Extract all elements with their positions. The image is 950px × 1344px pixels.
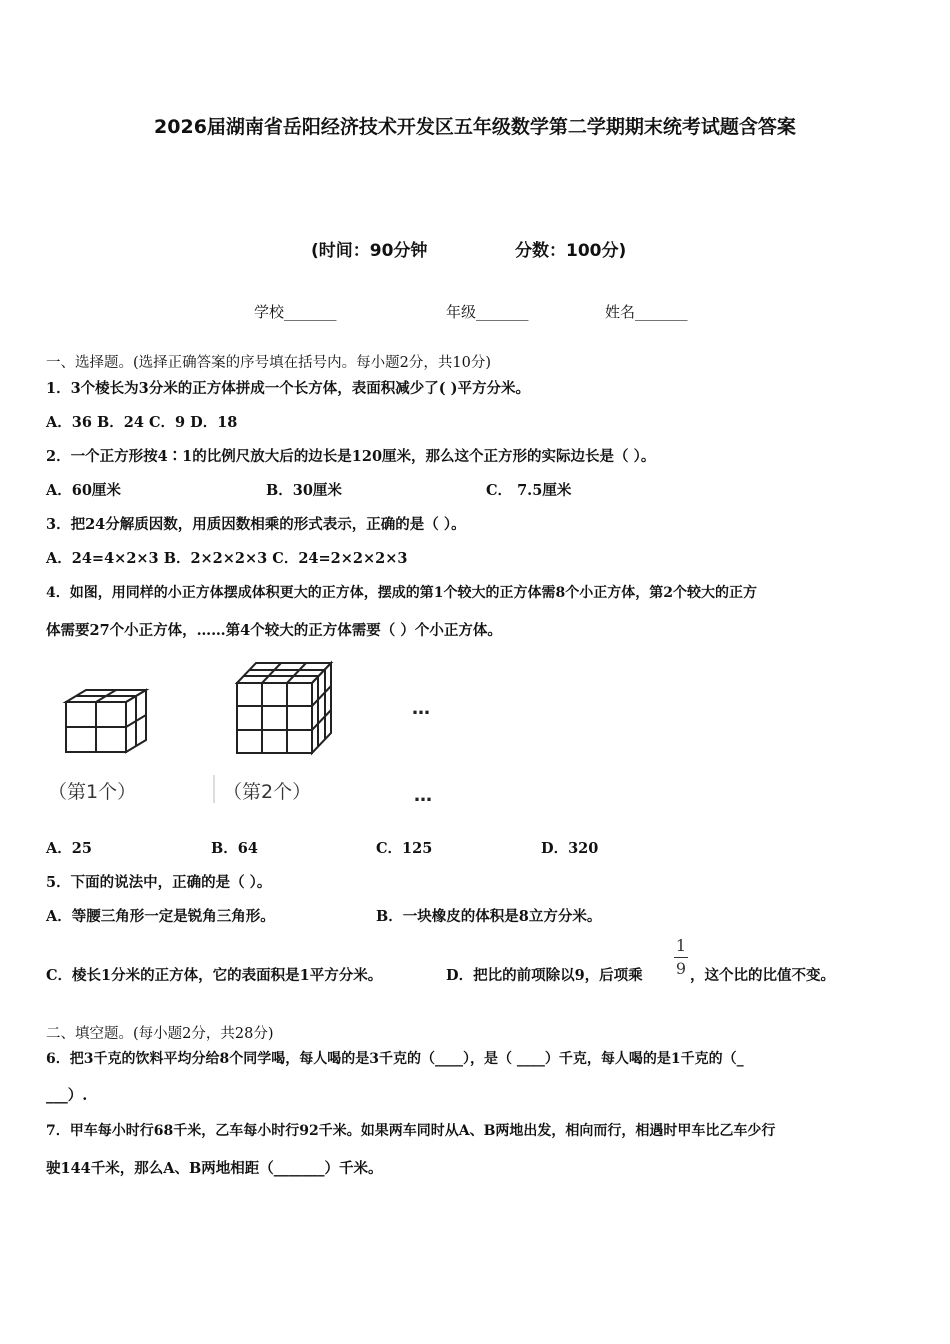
q2-option-c: C． 7.5厘米 [486, 482, 572, 499]
q2-stem: 2．一个正方形按4∶1的比例尺放大后的边长是120厘米，那么这个正方形的实际边长是（ ）。 [46, 448, 656, 465]
q4-option-c: C．125 [376, 840, 433, 857]
name-field: 姓名_______ [605, 303, 688, 321]
q3-options: A．24=4×2×3 B．2×2×2×3 C．24=2×2×2×3 [46, 550, 408, 567]
q1-stem: 1．3个棱长为3分米的正方体拼成一个长方体，表面积减少了( )平方分米。 [46, 380, 531, 397]
cube-2x2-drawing [66, 690, 146, 752]
q2-option-b: B．30厘米 [266, 482, 342, 499]
grade-field: 年级_______ [446, 303, 529, 321]
q2-option-a: A．60厘米 [46, 482, 121, 499]
figure-ellipsis-bottom: … [414, 785, 432, 806]
q5-option-c: C．棱长1分米的正方体，它的表面积是1平方分米。 [46, 967, 383, 984]
q6-line2: ___）. [46, 1087, 88, 1104]
q4-stem-line2: 体需要27个小正方体，……第4个较大的正方体需要（ ）个小正方体。 [46, 622, 502, 639]
q7-line1: 7．甲车每小时行68千米，乙车每小时行92千米。如果两车同时从A、B两地出发，相向而行，相遇时甲车比乙车少行 [46, 1123, 776, 1139]
q1-options: A．36 B．24 C．9 D．18 [46, 414, 238, 431]
figure-label-1: （第1个） [48, 781, 137, 803]
fraction-one-ninth [674, 936, 688, 979]
q4-option-b: B．64 [211, 840, 258, 857]
school-field: 学校_______ [254, 303, 337, 321]
page-title: 2026届湖南省岳阳经济技术开发区五年级数学第二学期期末统考试题含答案 [154, 116, 796, 138]
q5-stem: 5．下面的说法中，正确的是（ ）。 [46, 874, 272, 891]
exam-time: (时间：90分钟 [311, 241, 428, 261]
section2-header: 二、填空题。(每小题2分，共28分) [46, 1026, 274, 1042]
q5-option-b: B．一块橡皮的体积是8立方分米。 [376, 908, 602, 925]
section1-header: 一、选择题。(选择正确答案的序号填在括号内。每小题2分，共10分) [46, 355, 491, 371]
figure-ellipsis-top: … [412, 698, 430, 719]
q3-stem: 3．把24分解质因数，用质因数相乘的形式表示，正确的是（ ）。 [46, 516, 466, 533]
exam-score: 分数：100分) [515, 241, 627, 261]
q4-option-d: D．320 [541, 840, 599, 857]
q7-line2: 驶144千米，那么A、B两地相距（_______）千米。 [46, 1160, 383, 1177]
q4-option-a: A．25 [46, 840, 92, 857]
q5-option-d-after: ，这个比的比值不变。 [690, 967, 835, 984]
q4-stem-line1: 4．如图，用同样的小正方体摆成体积更大的正方体，摆成的第1个较大的正方体需8个小正方体，第2个较大的正方 [46, 585, 757, 601]
figure-label-2: （第2个） [223, 781, 312, 803]
q5-option-a: A．等腰三角形一定是锐角三角形。 [46, 908, 275, 925]
fraction-numerator: 1 [675, 936, 687, 955]
q5-option-d-before: D．把比的前项除以9，后项乘 [446, 967, 643, 984]
fraction-denominator: 9 [675, 959, 687, 978]
cube-3x3-drawing [237, 663, 331, 753]
q6-line1: 6．把3千克的饮料平均分给8个同学喝，每人喝的是3千克的（____），是（ ____）千克，每人喝的是1千克的（_ [46, 1051, 744, 1067]
q4-cube-figure [40, 655, 460, 815]
